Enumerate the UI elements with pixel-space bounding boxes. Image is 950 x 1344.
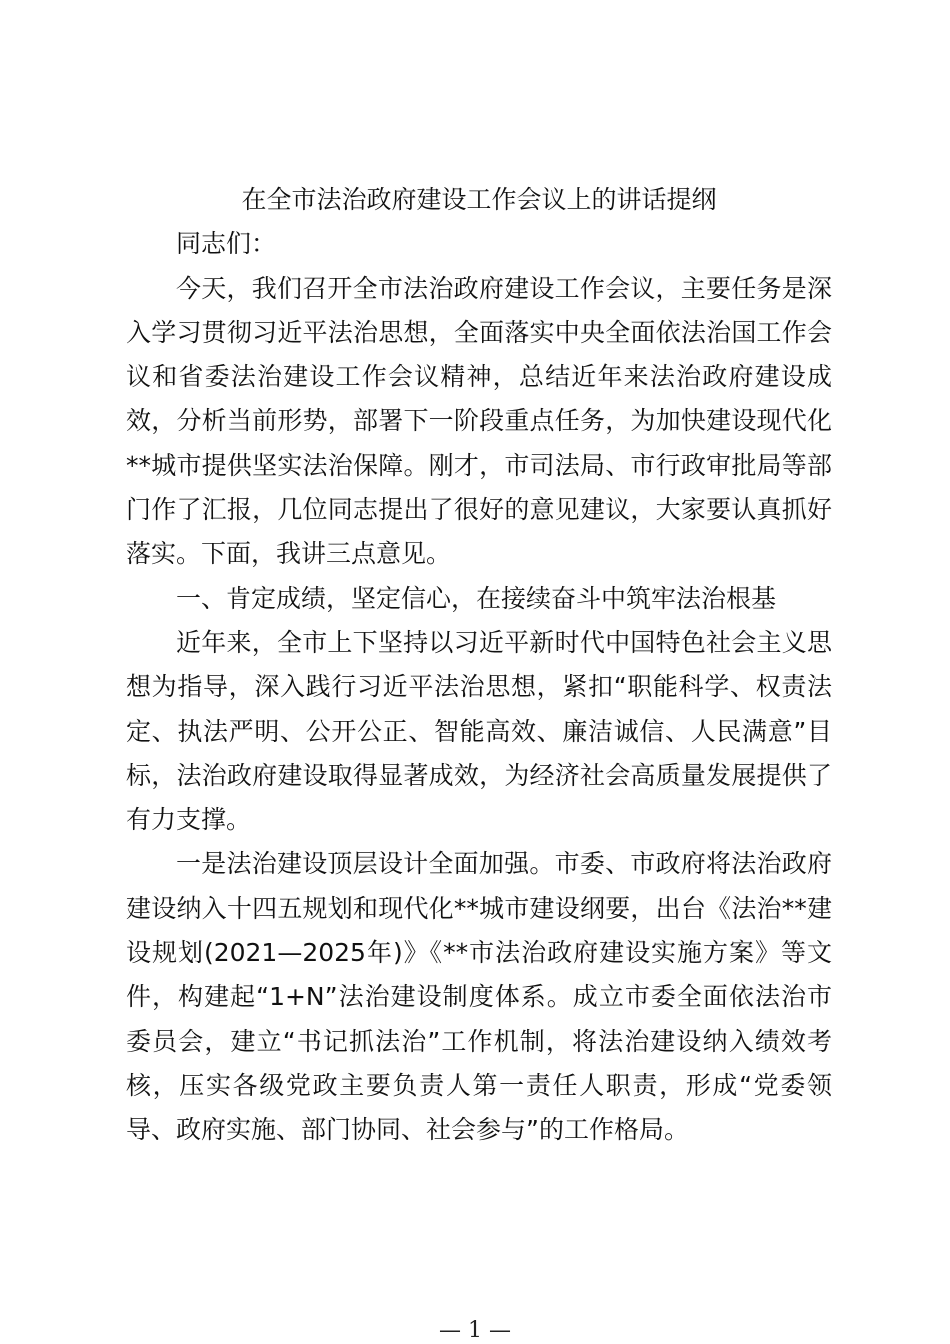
paragraph-top-level-design: 一是法治建设顶层设计全面加强。市委、市政府将法治政府建设纳入十四五规划和现代化**城市建设纲要，出台《法治**建设规划(2021—2025年)》《**市法治政府建设实施方案》等文件，构建起“1+N”法治建设制度体系。成立市委全面依法治市委员会，建立“书记抓法治”工作机制，将法治建设纳入绩效考核，压实各级党政主要负责人第一责任人职责，形成“党委领导、政府实施、部门协同、社会参与”的工作格局。 xyxy=(126,849,832,1145)
paragraph-achievements: 近年来，全市上下坚持以习近平新时代中国特色社会主义思想为指导，深入践行习近平法治思想，紧扣“职能科学、权责法定、执法严明、公开公正、智能高效、廉洁诚信、人民满意”目标，法治政府建设取得显著成效，为经济社会高质量发展提供了有力支撑。 xyxy=(126,627,832,835)
paragraph-intro: 今天，我们召开全市法治政府建设工作会议，主要任务是深入学习贯彻习近平法治思想，全面落实中央全面依法治国工作会议和省委法治建设工作会议精神，总结近年来法治政府建设成效，分析当前形势，部署下一阶段重点任务，为加快建设现代化**城市提供坚实法治保障。刚才，市司法局、市行政审批局等部门作了汇报，几位同志提出了很好的意见建议，大家要认真抓好落实。下面，我讲三点意见。 xyxy=(126,273,832,569)
document-title: 在全市法治政府建设工作会议上的讲话提纲 xyxy=(241,185,717,214)
page-number: — 1 — xyxy=(439,1318,511,1343)
section-heading-1: 一、肯定成绩，坚定信心，在接续奋斗中筑牢法治根基 xyxy=(176,583,777,613)
document-body xyxy=(126,178,832,1153)
salutation: 同志们： xyxy=(176,229,277,259)
